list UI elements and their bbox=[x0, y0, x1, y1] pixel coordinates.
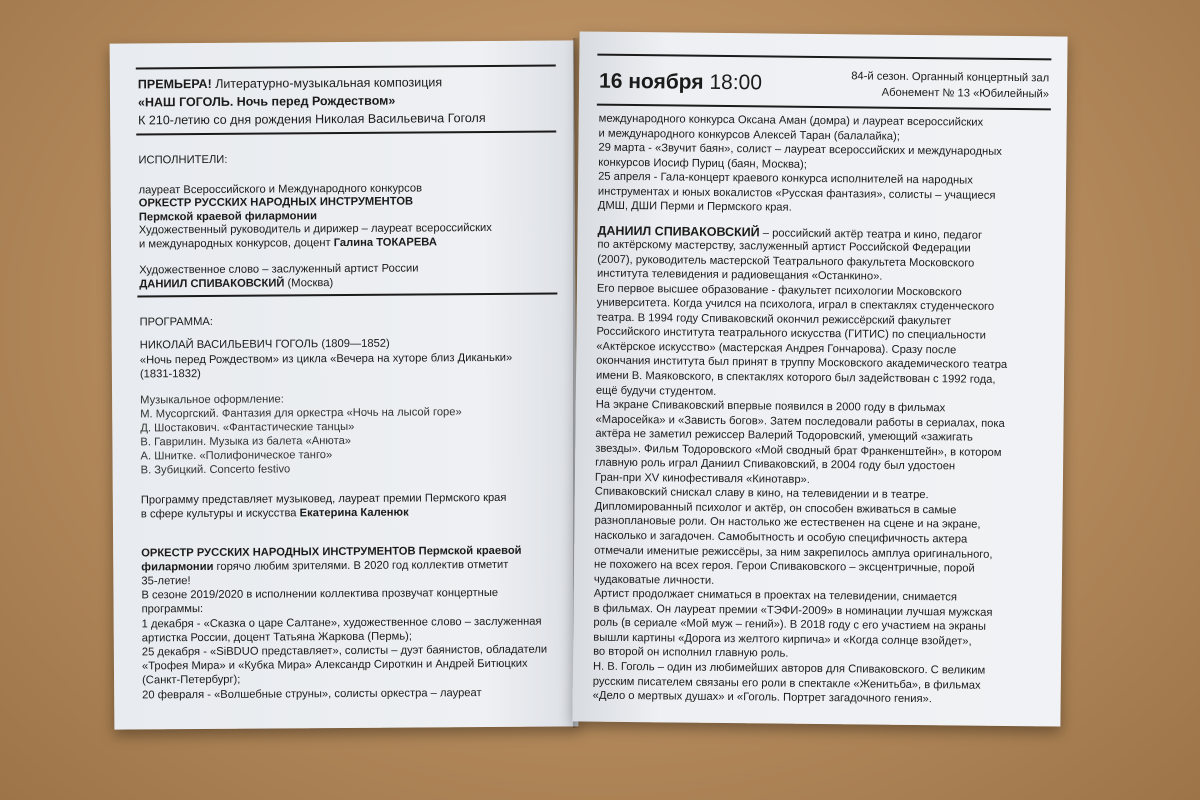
text-line: Н. В. Гоголь – один из любимейших авторов для Спиваковского. С великим bbox=[592, 660, 986, 677]
text-line: ДМШ, ДШИ Перми и Пермского края. bbox=[597, 199, 792, 214]
orchestra-name: ОРКЕСТР РУССКИХ НАРОДНЫХ ИНСТРУМЕНТОВ bbox=[138, 195, 414, 210]
bio-first-rest: – российский актёр театра и кино, педагог bbox=[759, 227, 983, 242]
text-line: инструментах и юных вокалистов «Русская фантазия», солисты – учащиеся bbox=[597, 185, 996, 202]
music-heading: Музыкальное оформление: bbox=[140, 393, 284, 407]
text-line: роль (в сериале «Мой муж – гений»). В 2018 году с его участием на экраны bbox=[593, 616, 986, 634]
music-item: А. Шнитке. «Полифоническое танго» bbox=[140, 449, 333, 463]
header-rule bbox=[597, 104, 1051, 111]
director-line-1: Художественный руководитель и дирижер – лауреат всероссийских bbox=[138, 221, 492, 237]
text-line: «Трофея Мира» и «Кубка Мира» Александр Сироткин и Андрей Битюцких bbox=[141, 657, 528, 673]
program-author: НИКОЛАЙ ВАСИЛЬЕВИЧ ГОГОЛЬ (1809—1852) bbox=[139, 337, 390, 352]
text-line: русским писателем связаны его роли в спектакле «Женитьба», в фильмах bbox=[592, 675, 981, 692]
text-line: Дипломированный психолог и актёр, он способен вживаться в самые bbox=[594, 500, 957, 517]
performers-rule bbox=[137, 293, 557, 298]
presenter-name: Екатерина Каленюк bbox=[299, 506, 409, 520]
text-line: имени В. Маяковского, в спектаклях которого был задействован с 1992 года, bbox=[595, 369, 996, 386]
presenter-line-2 bbox=[141, 506, 409, 522]
orchestra-info-bold: филармонии bbox=[141, 560, 214, 574]
text-line: «Дело о мертвых душах» и «Гоголь. Портрет загадочного гения». bbox=[592, 689, 932, 706]
director-line-2-text: и международных конкурсов, доцент bbox=[138, 237, 334, 251]
text-line: «Актёрское искусство» (мастерская Андрея Гончарова). Сразу после bbox=[596, 340, 957, 357]
concert-title: «НАШ ГОГОЛЬ. Ночь перед Рождеством» bbox=[137, 93, 396, 110]
director-line-2 bbox=[139, 235, 437, 251]
reader-city: (Москва) bbox=[284, 277, 334, 290]
program-work-years: (1831-1832) bbox=[139, 367, 201, 381]
reader-name: ДАНИИЛ СПИВАКОВСКИЙ bbox=[139, 277, 285, 291]
text-line: 35-летие! bbox=[141, 575, 191, 588]
program-work: «Ночь перед Рождеством» из цикла «Вечера на хуторе близ Диканьки» bbox=[139, 351, 513, 367]
text-line: «Маросейка» и «Зависть богов». Затем последовали работы в сериалах, пока bbox=[595, 413, 1005, 430]
season-line: 84-й сезон. Органный концертный зал bbox=[851, 70, 1050, 85]
text-line: Российского института театрального искусства (ГИТИС) по специальности bbox=[596, 325, 986, 343]
orchestra-info-line-2 bbox=[141, 558, 508, 575]
text-line: (Санкт-Петербург); bbox=[142, 674, 241, 687]
text-line: вышли картины «Дорога из желтого кирпича» и «Когда солнце взойдет», bbox=[593, 631, 972, 648]
text-line: 1 декабря - «Сказка о царе Салтане», художественное слово – заслуженная bbox=[141, 615, 542, 631]
text-line: и международного конкурсов Алексей Таран (балалайка); bbox=[598, 127, 900, 143]
text-line: университета. Когда учился на психолога, играл в спектаклях студенческого bbox=[596, 296, 995, 314]
philharmonic-name: Пермской краевой филармонии bbox=[138, 210, 318, 224]
text-line: в фильмах. Он лауреат премии «ТЭФИ-2009» в номинации лучшая мужская bbox=[593, 602, 993, 619]
reader-name-line bbox=[139, 276, 333, 291]
presenter-line-2-text: в сфере культуры и искусства bbox=[140, 507, 300, 521]
bio-name: ДАНИИЛ СПИВАКОВСКИЙ bbox=[597, 223, 760, 240]
music-item: М. Мусоргский. Фантазия для оркестра «Ночь на лысой горе» bbox=[140, 406, 462, 421]
text-line: конкурсов Иосиф Пуриц (баян, Москва); bbox=[598, 156, 807, 171]
right-page bbox=[572, 31, 1067, 726]
orchestra-info-rest: горячо любим зрителями. В 2020 год коллектив отметит bbox=[213, 558, 509, 573]
text-line: (2007), руководитель мастерской Театрального факультета Московского bbox=[597, 253, 975, 270]
header-rule bbox=[136, 131, 556, 136]
text-line: 25 апреля - Гала-концерт краевого конкурса исполнителей на народных bbox=[598, 170, 973, 187]
text-line: программы: bbox=[141, 603, 204, 616]
text-line: по актёрскому мастерству, заслуженный артист Российской Федерации bbox=[597, 238, 971, 255]
text-line: разноплановые роли. Он настолько же естественен на сцене и на экране, bbox=[594, 515, 981, 532]
text-line: института телевидения и радиовещания «Останкино». bbox=[597, 267, 883, 283]
program-heading: ПРОГРАММА: bbox=[139, 315, 214, 329]
concert-date bbox=[599, 70, 762, 96]
text-line: артистка России, доцент Татьяна Жаркова (Пермь); bbox=[141, 630, 413, 645]
text-line: главную роль играл Даниил Спиваковский, в 2004 году был удостоен bbox=[595, 456, 956, 473]
text-line: 20 февраля - «Волшебные струны», солисты оркестра – лауреат bbox=[142, 686, 482, 702]
text-line: 29 марта - «Звучит баян», солист – лауреат всероссийских и международных bbox=[598, 141, 1002, 158]
date-text: 16 ноября bbox=[598, 69, 704, 94]
concert-subtitle: К 210-летию со дня рождения Николая Васильевича Гоголя bbox=[138, 111, 486, 128]
text-line: насколько и загадочен. Самобытность и особую специфичность актера bbox=[594, 529, 968, 546]
performers-heading: ИСПОЛНИТЕЛИ: bbox=[138, 153, 228, 167]
text-line: 25 декабря - «SiBDUO представляет», солисты – дуэт баянистов, обладатели bbox=[141, 643, 548, 659]
text-line: отмечали именитые режиссёры, за ним закрепилось амплуа оригинального, bbox=[594, 544, 993, 561]
text-line: не похожего на всех героя. Герои Спиваковского – эксцентричные, порой bbox=[593, 558, 975, 575]
concert-time: 18:00 bbox=[709, 70, 763, 95]
top-rule bbox=[136, 65, 556, 70]
text-line: На экране Спиваковский впервые появился в 2000 году в фильмах bbox=[595, 398, 946, 415]
top-rule bbox=[597, 54, 1051, 61]
presenter-line-1: Программу представляет музыковед, лауреат премии Пермского края bbox=[140, 491, 507, 507]
text-line: звезды». Фильм Тодоровского «Мой сводный брат Франкенштейн», в котором bbox=[595, 442, 1002, 459]
text-line: чудаковатые личности. bbox=[593, 573, 715, 587]
orchestra-info-title: ОРКЕСТР РУССКИХ НАРОДНЫХ ИНСТРУМЕНТОВ Пермской краевой bbox=[141, 544, 522, 560]
reader-line: Художественное слово – заслуженный артист России bbox=[139, 262, 419, 277]
music-item: В. Зубицкий. Concerto festivo bbox=[140, 463, 291, 477]
premiere-line bbox=[138, 75, 442, 91]
text-line: Его первое высшее образование - факультет психологии Московского bbox=[596, 282, 962, 299]
music-item: Д. Шостакович. «Фантастические танцы» bbox=[140, 420, 355, 435]
left-page bbox=[110, 40, 579, 729]
premiere-rest: Литературно-музыкальная композиция bbox=[211, 75, 443, 91]
text-line: актёра не заметил режиссер Валерий Тодоровский, умеющий «зажигать bbox=[595, 427, 973, 444]
text-line: во второй он исполнил главную роль. bbox=[593, 646, 789, 661]
text-line: Спиваковский снискал славу в кино, на телевидении и в театре. bbox=[594, 485, 929, 502]
music-item: В. Гаврилин. Музыка из балета «Анюта» bbox=[140, 434, 352, 449]
text-line: В сезоне 2019/2020 в исполнении коллектива прозвучат концертные bbox=[141, 587, 499, 602]
subscription-line: Абонемент № 13 «Юбилейный» bbox=[881, 86, 1050, 101]
text-line: Гран-при XV кинофестиваля «Кинотавр». bbox=[594, 471, 810, 486]
text-line: окончания института был принят в труппу Московского академического театра bbox=[596, 355, 1008, 372]
laureate-line: лауреат Всероссийского и Международного конкурсов bbox=[138, 182, 423, 197]
premiere-label: ПРЕМЬЕРА! bbox=[137, 76, 212, 92]
text-line: ещё будучи студентом. bbox=[595, 384, 717, 398]
director-name: Галина ТОКАРЕВА bbox=[333, 236, 437, 250]
text-line: международного конкурса Оксана Аман (домра) и лауреат всероссийских bbox=[598, 112, 984, 129]
text-line: театра. В 1994 году Спиваковский окончил режиссёрский факультет bbox=[596, 311, 952, 328]
text-line: Артист продолжает сниматься в проектах на телевидении, снимается bbox=[593, 587, 957, 604]
